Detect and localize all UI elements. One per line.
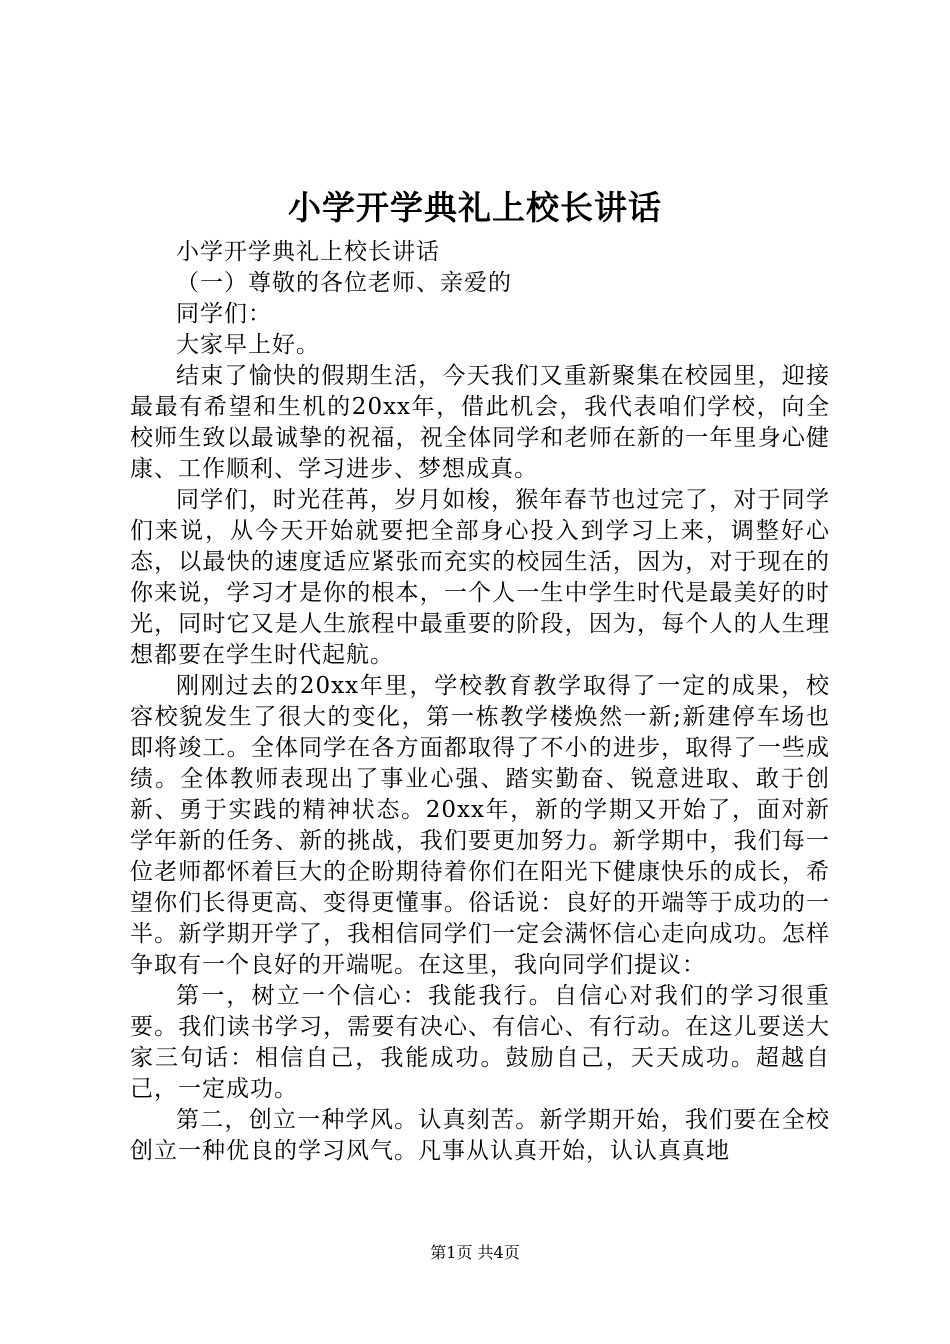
document-body bbox=[130, 237, 830, 1167]
paragraph-greeting: 大家早上好。 bbox=[176, 332, 320, 358]
paragraph-body: 第一，树立一个信心：我能我行。自信心对我们的学习很重要。我们读书学习，需要有决心、有信心、有行动。在这儿要送大家三句话：相信自己，我能成功。鼓励自己，天天成功。超越自己，一定成功。 bbox=[130, 983, 830, 1102]
paragraph-salutation-2: 同学们： bbox=[176, 301, 272, 327]
paragraph-body: 第二，创立一种学风。认真刻苦。新学期开始，我们要在全校创立一种优良的学习风气。凡事从认真开始，认认真真地 bbox=[130, 1107, 830, 1164]
paragraph-body: 刚刚过去的20xx年里，学校教育教学取得了一定的成果，校容校貌发生了很大的变化，第一栋教学楼焕然一新;新建停车场也即将竣工。全体同学在各方面都取得了不小的进步，取得了一些成绩。全体教师表现出了事业心强、踏实勤奋、锐意进取、敢于创新、勇于实践的精神状态。20xx年，新的学期又开始了，面对新学年新的任务、新的挑战，我们要更加努力。新学期中，我们每一位老师都怀着巨大的企盼期待着你们在阳光下健康快乐的成长，希望你们长得更高、变得更懂事。俗话说：良好的开端等于成功的一半。新学期开学了，我相信同学们一定会满怀信心走向成功。怎样争取有一个良好的开端呢。在这里，我向同学们提议： bbox=[130, 673, 830, 978]
paragraph-body: 同学们，时光荏苒，岁月如梭，猴年春节也过完了，对于同学们来说，从今天开始就要把全部身心投入到学习上来，调整好心态，以最快的速度适应紧张而充实的校园生活，因为，对于现在的你来说，学习才是你的根本，一个人一生中学生时代是最美好的时光，同时它又是人生旅程中最重要的阶段，因为，每个人的人生理想都要在学生时代起航。 bbox=[130, 487, 830, 668]
page-number-footer: 第1页 共4页 bbox=[430, 1243, 520, 1262]
paragraph-salutation-1: （一）尊敬的各位老师、亲爱的 bbox=[176, 270, 512, 296]
paragraph-body: 结束了愉快的假期生活，今天我们又重新聚集在校园里，迎接最最有希望和生机的20xx年，借此机会，我代表咱们学校，向全校师生致以最诚挚的祝福，祝全体同学和老师在新的一年里身心健康、工作顺利、学习进步、梦想成真。 bbox=[130, 363, 830, 482]
document-title: 小学开学典礼上校长讲话 bbox=[288, 188, 662, 227]
paragraph-subtitle: 小学开学典礼上校长讲话 bbox=[176, 239, 440, 265]
